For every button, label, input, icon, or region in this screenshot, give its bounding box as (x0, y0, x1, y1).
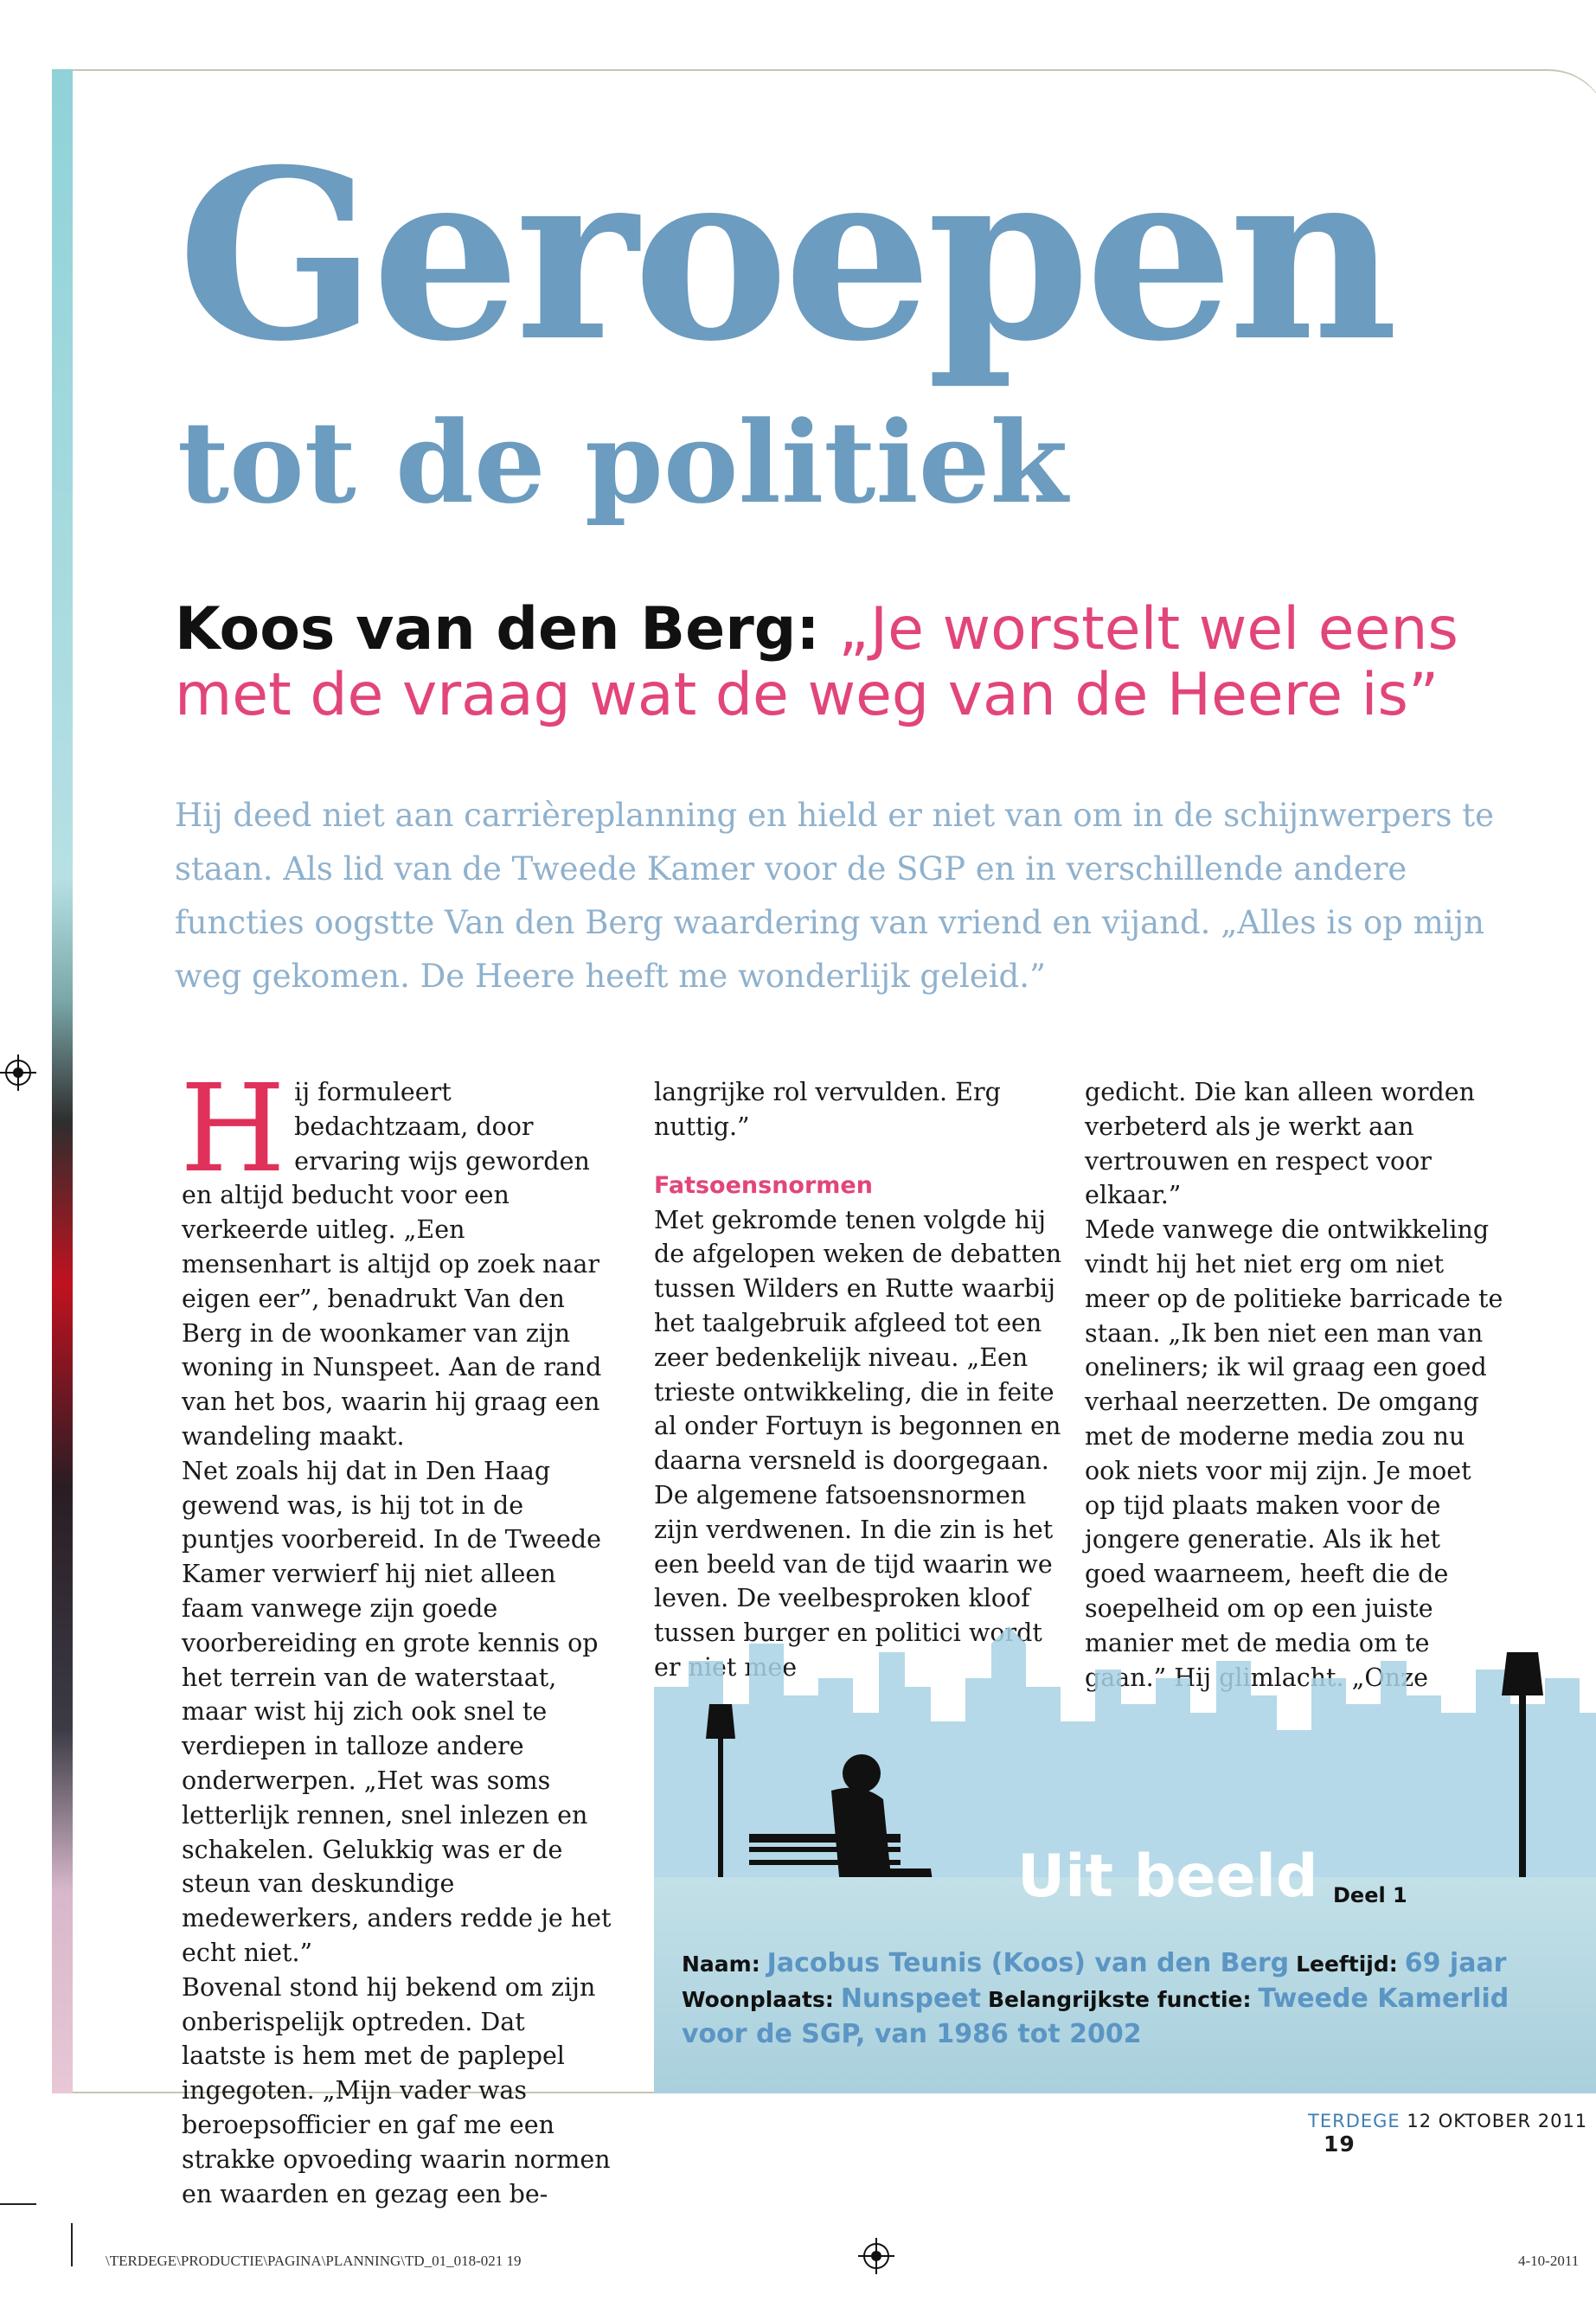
crop-mark (71, 2223, 73, 2266)
info-box (654, 1626, 1596, 2093)
fact-age: 69 jaar (1404, 1948, 1507, 1978)
print-slug-date: 4-10-2011 (1518, 2253, 1580, 2269)
left-photo-strip (52, 69, 73, 2093)
article-column-3 (1085, 1075, 1509, 1695)
footer-date: 12 OKTOBER 2011 (1407, 2111, 1588, 2131)
info-box-title: Uit beeld (1017, 1843, 1318, 1911)
info-box-facts: Naam: Jacobus Teunis (Koos) van den Berg Leeftijd: 69 jaar Woonplaats: Nunspeet Belangrijkste functie: Tweede Kamerlid voor de SGP, van 1986 tot 2002 (682, 1948, 1509, 2049)
paragraph: Net zoals hij dat in Den Haag gewend was, is hij tot in de puntjes voorbereid. In de Tweede Kamer verwierf hij niet alleen faam vanwege zijn goede voorbereiding en grote kennis op het terrein van de waterstaat, maar wist hij zich ook snel te verdiepen in talloze andere onderwerpen. „Het was soms letterlijk rennen, snel inlezen en schakelen. Gelukkig was er de steun van deskundige medewerkers, anders redde je het echt niet.” (182, 1456, 612, 1967)
print-slug-path: \TERDEGE\PRODUCTIE\PAGINA\PLANNING\TD_01_018-021 19 (106, 2253, 522, 2269)
page-subtitle: tot de politiek (177, 396, 1068, 529)
page-title: Geroepen (177, 118, 1394, 393)
footer-brand: TERDEGE (1308, 2111, 1401, 2131)
fact-function: Tweede Kamerlid voor de SGP, van 1986 tot 2002 (682, 1984, 1509, 2049)
paragraph: langrijke rol vervulden. Erg nuttig.” (654, 1078, 1001, 1141)
paragraph: Bovenal stond hij bekend om zijn onberispelijk optreden. Dat laatste is hem met de paplepel ingegoten. „Mijn vader was beroepsofficier en gaf me een strakke opvoeding waarin normen en waarden en gezag een be- (182, 1972, 611, 2208)
section-subhead: Fatsoensnormen (654, 1171, 873, 1199)
paragraph: gedicht. Die kan alleen worden verbeterd als je werkt aan vertrouwen en respect voor elkaar.” (1085, 1078, 1475, 1210)
headline-name: Koos van den Berg: (175, 595, 820, 663)
intro-paragraph: Hij deed niet aan carrièreplanning en hield er niet van om in de schijnwerpers te staan. Als lid van de Tweede Kamer voor de SGP en in verschillende andere functies oogstte Van den Berg waardering van vriend en vijand. „Alles is op mijn weg gekomen. De Heere heeft me wonderlijk geleid.” (175, 797, 1494, 995)
fact-residence: Nunspeet (840, 1984, 982, 2014)
page-number: 19 (1324, 2131, 1356, 2157)
headline (175, 597, 1507, 728)
paragraph: Mede vanwege die ontwikkeling vindt hij het niet erg om niet meer op de politieke barricade te staan. „Ik ben niet een man van oneliners; ik wil graag een goed verhaal neerzetten. De omgang met de moderne media zou nu ook niets voor mij zijn. Je moet op tijd plaats maken voor de jongere generatie. Als ik het goed waarneem, heeft die de soepelheid om op een juiste manier met de media om te gaan.” Hij glimlacht. „Onze (1085, 1215, 1503, 1692)
paragraph: Met gekromde tenen volgde hij de afgelopen weken de debatten tussen Wilders en Rutte waarbij het taalgebruik afgleed tot een zeer bedenkelijk niveau. „Een trieste ontwikkeling, die in feite al onder Fortuyn is begonnen en daarna versneld is doorgegaan. De algemene fatsoensnormen zijn verdwenen. In die zin is het een beeld van de tijd waarin we leven. De veelbesproken kloof tussen burger en politici wordt er niet mee (654, 1205, 1062, 1682)
article-column-2 (654, 1075, 1065, 1685)
article-column-1 (180, 1059, 614, 2211)
fact-name: Jacobus Teunis (Koos) van den Berg (766, 1948, 1290, 1978)
registration-mark-icon (863, 2243, 889, 2269)
paragraph: ij formuleert bedachtzaam, door ervaring wijs geworden en altijd beducht voor een verkeerde uitleg. „Een mensenhart is altijd op zoek naar eigen eer”, benadrukt Van den Berg in de woonkamer van zijn woning in Nunspeet. Aan de rand van het bos, waarin hij graag een wandeling maakt. (182, 1078, 602, 1451)
info-box-part: Deel 1 (1333, 1883, 1407, 1907)
drop-cap: H (180, 1059, 286, 1200)
page-footer (1308, 2111, 1596, 2157)
registration-mark-icon (5, 1060, 31, 1086)
headline-quote: „Je worstelt wel eens met de vraag wat de weg van de Heere is” (175, 595, 1458, 729)
crop-mark (0, 2203, 36, 2205)
